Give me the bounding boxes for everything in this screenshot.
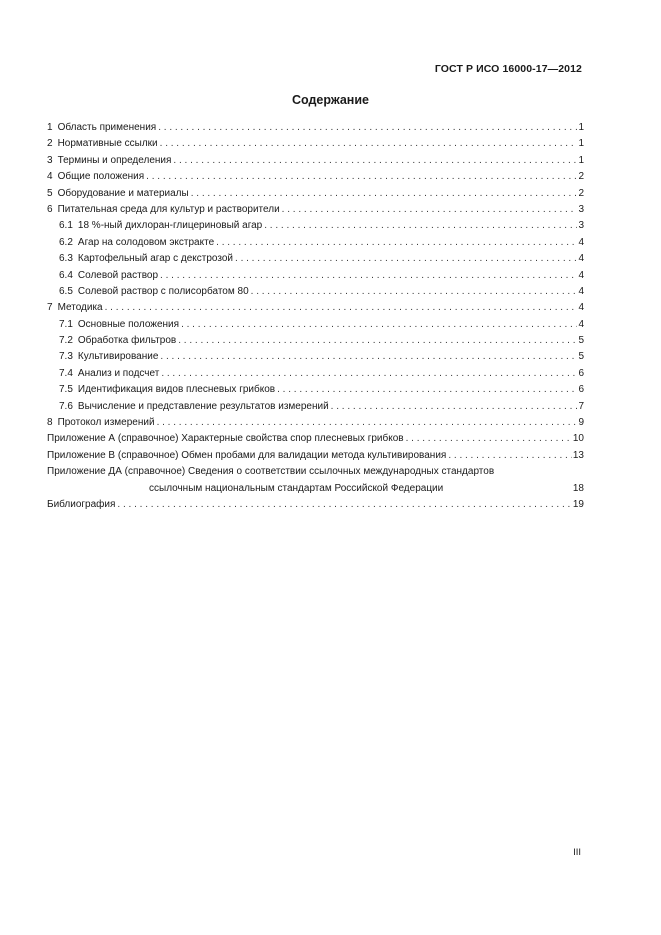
toc-entry-label: Картофельный агар с декстрозой xyxy=(77,253,234,265)
toc-entry-page: 1 xyxy=(578,154,584,166)
dot-leader xyxy=(158,120,577,136)
toc-entry-page: 3 xyxy=(578,203,584,215)
toc-entry-label: Библиография xyxy=(47,498,116,510)
toc-entry-page: 6 xyxy=(578,367,584,379)
toc-entry-label: 18 %-ный дихлоран-глицериновый агар xyxy=(77,220,263,232)
toc-entry-page: 2 xyxy=(578,187,584,199)
toc-entry-label: Протокол измерений xyxy=(57,417,155,429)
toc-entry-number: 7.1 xyxy=(59,318,73,330)
toc-entry-7-4[interactable] xyxy=(47,366,584,382)
toc-entry-label-continued: ссылочным национальным стандартам Российской Федерации xyxy=(149,482,444,494)
toc-entry-appendix-b[interactable] xyxy=(47,448,584,464)
toc-entry-number: 7.4 xyxy=(59,367,73,379)
toc-entry-label: Оборудование и материалы xyxy=(57,187,189,199)
toc-entry-number: 6.5 xyxy=(59,285,73,297)
table-of-contents xyxy=(47,120,584,513)
document-code-header: ГОСТ Р ИСО 16000-17—2012 xyxy=(434,63,582,75)
dot-leader xyxy=(216,235,577,251)
toc-entry-page: 4 xyxy=(578,253,584,265)
dot-leader xyxy=(235,251,577,267)
toc-entry-page: 10 xyxy=(572,433,584,445)
toc-entry-number: 2 xyxy=(47,138,53,150)
toc-entry-page: 4 xyxy=(578,318,584,330)
toc-title: Содержание xyxy=(291,93,369,107)
toc-entry-label: Область применения xyxy=(57,122,157,133)
toc-entry-page: 1 xyxy=(578,122,584,133)
toc-entry-page: 7 xyxy=(578,400,584,412)
toc-entry-1[interactable] xyxy=(47,120,584,136)
toc-entry-continuation xyxy=(47,481,584,497)
toc-entry-number: 7.6 xyxy=(59,400,73,412)
toc-entry-page: 1 xyxy=(578,138,584,150)
dot-leader xyxy=(282,202,578,218)
toc-entry-2[interactable] xyxy=(47,136,584,152)
dot-leader xyxy=(105,300,578,316)
toc-entry-bibliography[interactable] xyxy=(47,497,584,513)
toc-entry-label: Общие положения xyxy=(57,171,145,183)
dot-leader xyxy=(191,186,578,202)
toc-entry-label: Солевой раствор xyxy=(77,269,159,281)
toc-entry-label: Основные положения xyxy=(77,318,180,330)
toc-entry-number: 8 xyxy=(47,417,53,429)
toc-entry-number: 7.3 xyxy=(59,351,73,363)
dot-leader xyxy=(173,153,577,169)
toc-entry-page: 9 xyxy=(578,417,584,429)
dot-leader xyxy=(277,382,577,398)
dot-leader xyxy=(157,415,578,431)
toc-entry-label: Вычисление и представление результатов измерений xyxy=(77,400,329,412)
toc-entry-number: 3 xyxy=(47,154,53,166)
dot-leader xyxy=(448,448,572,464)
toc-entry-6-4[interactable] xyxy=(47,268,584,284)
toc-entry-6-5[interactable] xyxy=(47,284,584,300)
toc-entry-page: 4 xyxy=(578,269,584,281)
dot-leader xyxy=(181,317,577,333)
dot-leader xyxy=(146,169,577,185)
toc-entry-number: 4 xyxy=(47,171,53,183)
dot-leader xyxy=(117,497,571,513)
toc-entry-page: 5 xyxy=(578,335,584,347)
toc-entry-label: Питательная среда для культур и растворители xyxy=(57,203,280,215)
toc-entry-number: 7.2 xyxy=(59,335,73,347)
toc-entry-number: 5 xyxy=(47,187,53,199)
toc-entry-7-2[interactable] xyxy=(47,333,584,349)
dot-leader xyxy=(160,136,578,152)
toc-entry-page: 5 xyxy=(578,351,584,363)
dot-leader xyxy=(160,268,577,284)
toc-entry-number: 6 xyxy=(47,203,53,215)
toc-entry-number: 7 xyxy=(47,302,53,314)
dot-leader xyxy=(160,349,577,365)
toc-entry-7-6[interactable] xyxy=(47,399,584,415)
dot-leader xyxy=(264,218,577,234)
toc-entry-page: 19 xyxy=(572,498,584,510)
toc-entry-label: Методика xyxy=(57,302,103,314)
toc-entry-7-1[interactable] xyxy=(47,317,584,333)
toc-entry-number: 6.2 xyxy=(59,236,73,248)
toc-entry-label: Приложение В (справочное) Обмен пробами для валидации метода культивирования xyxy=(47,449,447,461)
toc-entry-label: Приложение А (справочное) Характерные свойства спор плесневых грибков xyxy=(47,433,404,445)
toc-entry-label: Термины и определения xyxy=(57,154,172,166)
toc-entry-page: 18 xyxy=(572,482,584,494)
page-number: III xyxy=(573,847,581,858)
toc-entry-6-1[interactable] xyxy=(47,218,584,234)
toc-entry-6-2[interactable] xyxy=(47,235,584,251)
toc-entry-number: 6.3 xyxy=(59,253,73,265)
toc-entry-label: Солевой раствор с полисорбатом 80 xyxy=(77,285,249,297)
toc-entry-4[interactable] xyxy=(47,169,584,185)
toc-entry-appendix-da[interactable] xyxy=(47,464,584,497)
toc-entry-7-3[interactable] xyxy=(47,349,584,365)
toc-entry-label: Культивирование xyxy=(77,351,159,363)
toc-entry-page: 6 xyxy=(578,384,584,396)
toc-entry-label: Анализ и подсчет xyxy=(77,367,160,379)
toc-entry-3[interactable] xyxy=(47,153,584,169)
toc-entry-page: 4 xyxy=(578,236,584,248)
toc-entry-page: 4 xyxy=(578,302,584,314)
dot-leader xyxy=(406,431,572,447)
toc-entry-label: Идентификация видов плесневых грибков xyxy=(77,384,276,396)
toc-entry-number: 6.4 xyxy=(59,269,73,281)
toc-entry-label: Агар на солодовом экстракте xyxy=(77,236,215,248)
toc-entry-7[interactable] xyxy=(47,300,584,316)
toc-entry-number: 1 xyxy=(47,122,53,133)
toc-entry-label: Обработка фильтров xyxy=(77,335,177,347)
toc-entry-page: 2 xyxy=(578,171,584,183)
dot-leader xyxy=(178,333,577,349)
toc-entry-label: Приложение ДА (справочное) Сведения о соответствии ссылочных международных стандартов xyxy=(47,466,495,478)
dot-leader xyxy=(251,284,578,300)
toc-entry-number: 7.5 xyxy=(59,384,73,396)
toc-entry-label: Нормативные ссылки xyxy=(57,138,158,150)
toc-entry-5[interactable] xyxy=(47,186,584,202)
toc-entry-7-5[interactable] xyxy=(47,382,584,398)
toc-entry-number: 6.1 xyxy=(59,220,73,232)
toc-entry-6-3[interactable] xyxy=(47,251,584,267)
dot-leader xyxy=(331,399,578,415)
toc-entry-8[interactable] xyxy=(47,415,584,431)
toc-entry-page: 4 xyxy=(578,285,584,297)
toc-entry-page: 3 xyxy=(578,220,584,232)
toc-entry-appendix-a[interactable] xyxy=(47,431,584,447)
toc-entry-6[interactable] xyxy=(47,202,584,218)
toc-entry-page: 13 xyxy=(572,449,584,461)
dot-leader xyxy=(161,366,577,382)
